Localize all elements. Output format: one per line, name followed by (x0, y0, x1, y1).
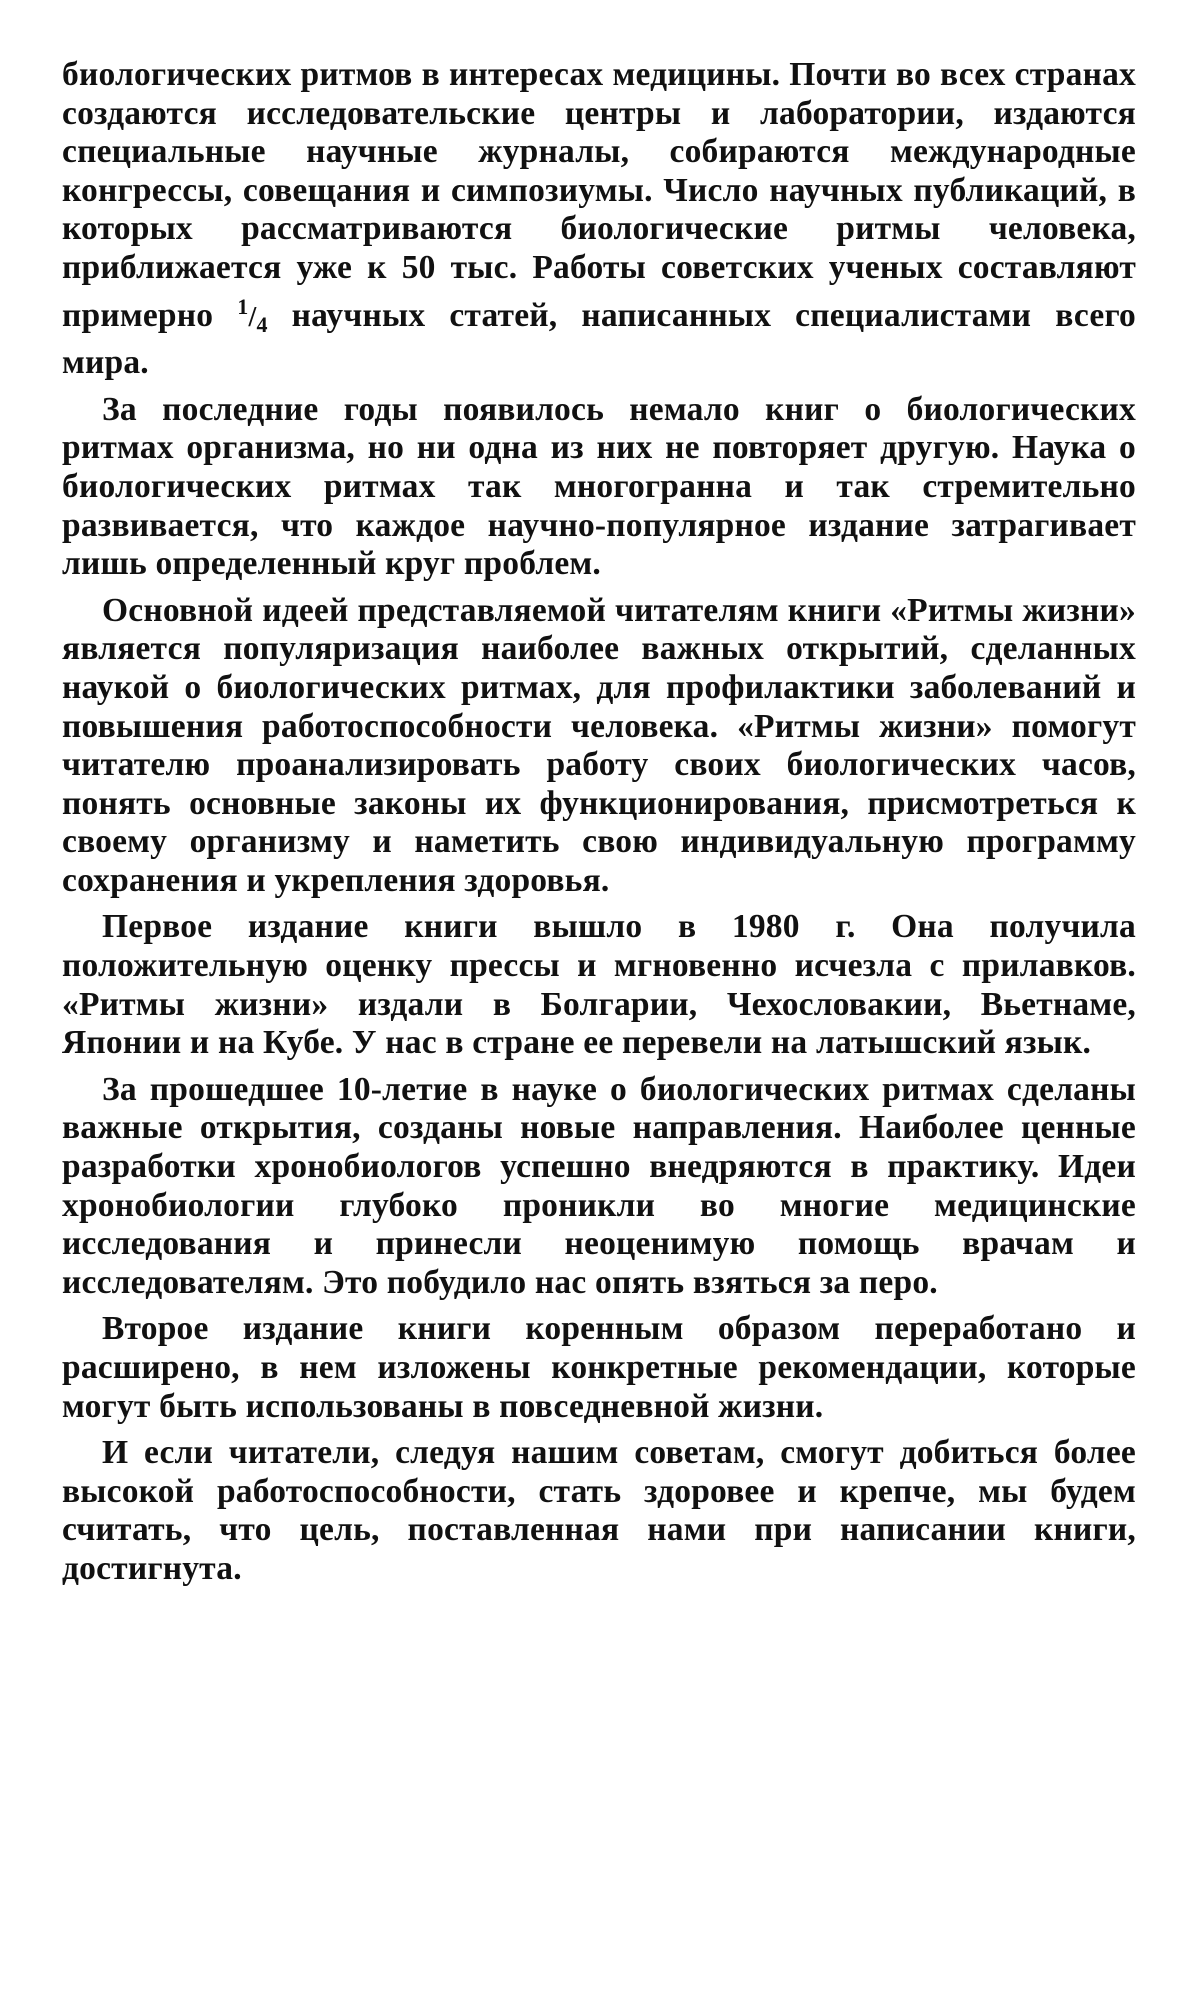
paragraph: И если читатели, следуя нашим советам, смогут добиться более высокой работоспособности, стать здоровее и крепче, мы будем считать, что цель, поставленная нами при написании книги, достигнута. (62, 1434, 1136, 1587)
page-text-body (62, 56, 1136, 1597)
paragraph: За прошедшее 10-летие в науке о биологических ритмах сделаны важные открытия, созданы новые направления. Наиболее ценные разработки хронобиологов успешно внедряются в практику. Идеи хронобиологии глубоко проникли во многие медицинские исследования и принесли неоценимую помощь врачам и исследователям. Это побудило нас опять взяться за перо. (62, 1070, 1136, 1301)
fraction-numerator: 1 (237, 293, 249, 319)
fraction-denominator: 4 (256, 311, 268, 337)
paragraph-text: научных статей, написанных специалистами всего мира. (62, 296, 1136, 382)
paragraph-text: биологических ритмов в интересах медицины. Почти во всех странах создаются исследовательские центры и лаборатории, издаются специальные научные журналы, собираются международные конгрессы, совещания и симпозиумы. Число научных публикаций, в которых рассматриваются биологические ритмы человека, приближается уже к 50 тыс. Работы советских ученых составляют примерно (62, 56, 1136, 334)
paragraph: Основной идеей представляемой читателям книги «Ритмы жизни» является популяризация наиболее важных открытий, сделанных наукой о биологических ритмах, для профилактики заболеваний и повышения работоспособности человека. «Ритмы жизни» помогут читателю проанализировать работу своих биологических часов, понять основные законы их функционирования, присмотреться к своему организму и наметить свою индивидуальную программу сохранения и укрепления здоровья. (62, 591, 1136, 899)
paragraph-continuation (62, 56, 1136, 383)
fraction-one-quarter: $^1/_4$ (237, 293, 268, 337)
paragraph: Второе издание книги коренным образом переработано и расширено, в нем изложены конкретные рекомендации, которые могут быть использованы в повседневной жизни. (62, 1310, 1136, 1425)
paragraph: За последние годы появилось немало книг о биологических ритмах организма, но ни одна из них не повторяет другую. Наука о биологических ритмах так многогранна и так стремительно развивается, что каждое научно-популярное издание затрагивает лишь определенный круг проблем. (62, 390, 1136, 583)
paragraph: Первое издание книги вышло в 1980 г. Она получила положительную оценку прессы и мгновенно исчезла с прилавков. «Ритмы жизни» издали в Болгарии, Чехословакии, Вьетнаме, Японии и на Кубе. У нас в стране ее перевели на латышский язык. (62, 908, 1136, 1062)
